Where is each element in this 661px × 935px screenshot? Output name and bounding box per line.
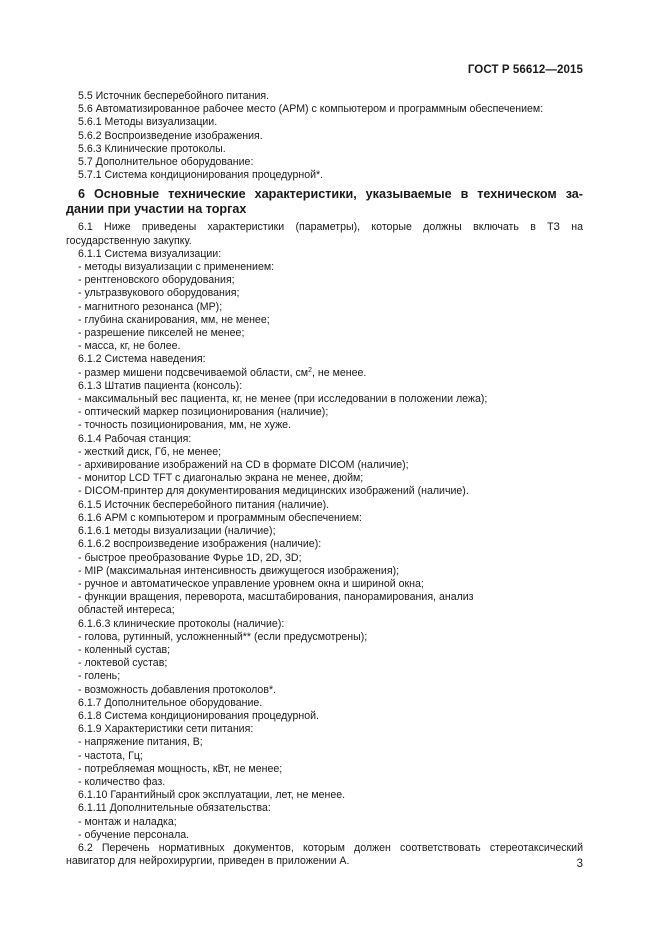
list-line: 6.1.2 Система наведения: bbox=[78, 353, 206, 366]
intro-line: 5.7.1 Система кондиционирования процедурной*. bbox=[78, 169, 324, 182]
list-line: 6.1.9 Характеристики сети питания: bbox=[78, 723, 254, 736]
list-line: - ультразвукового оборудования; bbox=[78, 287, 240, 300]
section-6-heading bbox=[66, 187, 583, 217]
list-line: - обучение персонала. bbox=[78, 828, 190, 841]
intro-line: 5.5 Источник бесперебойного питания. bbox=[78, 90, 270, 102]
list-line: - быстрое преобразование Фурье 1D, 2D, 3D; bbox=[78, 551, 302, 564]
intro-list bbox=[78, 90, 583, 182]
list-line: - частота, Гц; bbox=[78, 749, 143, 762]
paragraph-6-1-line-2: государственную закупку. bbox=[66, 234, 192, 247]
page-number: 3 bbox=[576, 858, 583, 870]
list-line: - голова, рутинный, усложненный** (если предусмотрены); bbox=[78, 630, 368, 643]
intro-line: 5.6.1 Методы визуализации. bbox=[78, 116, 218, 129]
list-line: 6.1.10 Гарантийный срок эксплуатации, лет, не менее. bbox=[78, 789, 346, 802]
superscript: 2 bbox=[308, 366, 312, 374]
list-line: - точность позиционирования, мм, не хуже. bbox=[78, 419, 292, 432]
list-line: - жесткий диск, Гб, не менее; bbox=[78, 445, 222, 458]
list-line: - монитор LCD TFT с диагональю экрана не менее, дюйм; bbox=[78, 472, 364, 485]
section-6-heading-line-2: дании при участии на торгах bbox=[66, 202, 247, 217]
intro-line: 5.6.3 Клинические протоколы. bbox=[78, 142, 226, 155]
list-line: - архивирование изображений на CD в формате DICOM (наличие); bbox=[78, 459, 409, 472]
list-line: - магнитного резонанса (МР); bbox=[78, 300, 223, 313]
characteristics-list-b bbox=[78, 380, 583, 842]
list-line: - MIP (максимальная интенсивность движущегося изображения); bbox=[78, 564, 400, 577]
list-line: - оптический маркер позиционирования (наличие); bbox=[78, 406, 329, 419]
list-line: 6.1.6.2 воспроизведение изображения (наличие): bbox=[78, 538, 322, 551]
list-line: - функции вращения, переворота, масштабирования, панорамирования, анализ bbox=[78, 591, 474, 604]
paragraph-6-2-line-2: навигатор для нейрохирургии, приведен в приложении А. bbox=[66, 855, 350, 868]
list-line: - голень; bbox=[78, 670, 121, 683]
list-line: - коленный сустав; bbox=[78, 643, 171, 656]
list-line: 6.1.7 Дополнительное оборудование. bbox=[78, 696, 263, 709]
intro-line: 5.6 Автоматизированное рабочее место (АРМ) с компьютером и программным обеспечением: bbox=[78, 103, 544, 116]
list-line: - рентгеновского оборудования; bbox=[78, 274, 235, 287]
list-line: - монтаж и наладка; bbox=[78, 815, 177, 828]
list-line: - количество фаз. bbox=[78, 775, 166, 788]
list-line: 6.1.6.1 методы визуализации (наличие); bbox=[78, 525, 276, 538]
section-6-heading-line-1: 6 Основные технические характеристики, указываемые в техническом за- bbox=[78, 187, 583, 202]
list-line: - потребляемая мощность, кВт, не менее; bbox=[78, 762, 283, 775]
list-line: - разрешение пикселей не менее; bbox=[78, 327, 245, 340]
list-line: 6.1.5 Источник бесперебойного питания (наличие). bbox=[78, 498, 330, 511]
list-line: - масса, кг, не более. bbox=[78, 340, 181, 353]
standard-header: ГОСТ Р 56612—2015 bbox=[467, 64, 583, 76]
list-line: 6.1.4 Рабочая станция: bbox=[78, 432, 192, 445]
list-line: - возможность добавления протоколов*. bbox=[78, 683, 277, 696]
list-line: - напряжение питания, В; bbox=[78, 736, 203, 749]
target-size-suffix: , не менее. bbox=[312, 366, 367, 379]
paragraph-6-2 bbox=[66, 841, 583, 868]
list-line: - методы визуализации с применением: bbox=[78, 261, 275, 274]
list-line: - ручное и автоматическое управление уровнем окна и шириной окна; bbox=[78, 577, 424, 590]
list-line: - глубина сканирования, мм, не менее; bbox=[78, 313, 270, 326]
characteristics-list-a bbox=[78, 248, 583, 367]
list-line: 6.1.6 АРМ с компьютером и программным обеспечением: bbox=[78, 511, 362, 524]
paragraph-6-1 bbox=[66, 221, 583, 247]
list-line: областей интереса; bbox=[78, 604, 175, 617]
list-line: 6.1.6.3 клинические протоколы (наличие): bbox=[78, 617, 285, 630]
list-line: - локтевой сустав; bbox=[78, 657, 168, 670]
list-line: 6.1.11 Дополнительные обязательства: bbox=[78, 802, 271, 815]
paragraph-6-1-line-1: 6.1 Ниже приведены характеристики (параметры), которые должны включать в ТЗ на bbox=[78, 221, 583, 234]
list-line: 6.1.3 Штатив пациента (консоль): bbox=[78, 379, 243, 392]
list-line: - максимальный вес пациента, кг, не менее (при исследовании в положении лежа); bbox=[78, 393, 488, 406]
intro-line: 5.6.2 Воспроизведение изображения. bbox=[78, 129, 263, 142]
target-size-text: - размер мишени подсвечиваемой области, см bbox=[78, 366, 309, 379]
intro-line: 5.7 Дополнительное оборудование: bbox=[78, 156, 254, 169]
list-line: - DICOM-принтер для документирования медицинских изображений (наличие). bbox=[78, 485, 469, 498]
list-line: 6.1.8 Система кондиционирования процедурной. bbox=[78, 709, 319, 722]
page-content bbox=[66, 90, 583, 868]
target-size-line bbox=[78, 367, 583, 380]
paragraph-6-2-line-1: 6.2 Перечень нормативных документов, которым должен соответствовать стереотаксический bbox=[78, 841, 583, 854]
list-line: 6.1.1 Система визуализации: bbox=[78, 247, 222, 260]
